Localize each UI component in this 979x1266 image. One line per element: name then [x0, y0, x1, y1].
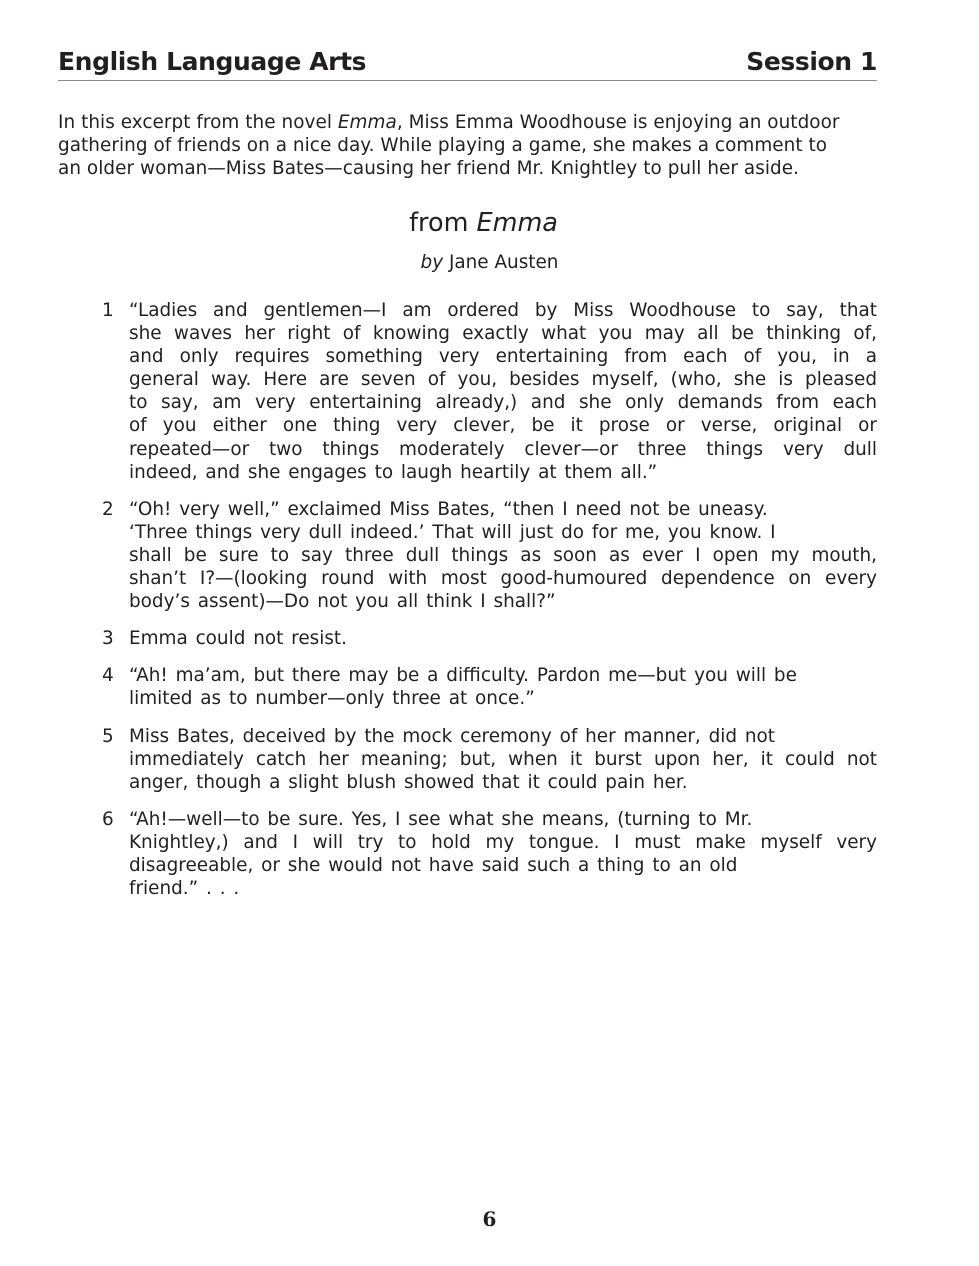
page-number: 6 [482, 1207, 497, 1231]
paragraph-number: 6 [102, 808, 114, 830]
excerpt-body [98, 299, 880, 914]
paragraph-number: 3 [102, 628, 114, 650]
intro-line: gathering of friends on a nice day. While playing a game, she makes a comment to [58, 135, 828, 157]
session-label: Session 1 [746, 47, 877, 76]
paragraph-2 [98, 498, 880, 613]
paragraph-6 [98, 808, 880, 900]
paragraph-5 [98, 725, 880, 794]
intro-paragraph [58, 111, 880, 181]
paragraph-text: Miss Bates, deceived by the mock ceremony of her manner, did not immediately catch her meaning; but, when it burst upon her, it could not anger, though a slight blush showed that it could pain her. [129, 725, 877, 793]
excerpt-title: from Emma [409, 208, 558, 238]
author-name: Jane Austen [448, 252, 559, 273]
work-title: Emma [476, 208, 558, 238]
paragraph-text: “Ladies and gentlemen—I am ordered by Miss Woodhouse to say, that she waves her right of knowing exactly what you may all be thinking of, and only requires something very entertaining from each of you, in a general way. Here are seven of you, besides myself, (who, she is pleased to say, am very entertaining already,) and she only demands from each of you either one thing very clever, be it prose or verse, original or repeated—or two things moderately clever—or three things very dull indeed, and she engages to laugh heartily at them all.” [129, 300, 877, 483]
paragraph-number: 2 [102, 498, 114, 520]
paragraph-text: “Ah!—well—to be sure. Yes, I see what she means, (turning to Mr. Knightley,) and I will try to hold my tongue. I must make myself very disagreeable, or she would not have said such a thing to an old friend.” . . . [129, 808, 877, 900]
paragraph-4 [98, 664, 880, 710]
paragraph-number: 5 [102, 725, 114, 747]
paragraph-3 [98, 627, 880, 650]
paragraph-text: “Ah! ma’am, but there may be a difficulty. Pardon me—but you will be limited as to number—only three at once.” [129, 665, 797, 710]
paragraph-number: 1 [102, 300, 114, 321]
intro-line: an older woman—Miss Bates—causing her friend Mr. Knightley to pull her aside. [58, 158, 800, 180]
paragraph-number: 4 [102, 665, 114, 687]
page-header [58, 44, 877, 81]
intro-line: In this excerpt from the novel Emma, Miss Emma Woodhouse is enjoying an outdoor [58, 112, 840, 133]
novel-title-italic: Emma [337, 112, 397, 133]
author-byline: by Jane Austen [420, 252, 559, 273]
subject-title: English Language Arts [58, 47, 367, 76]
paragraph-text: Emma could not resist. [129, 628, 347, 650]
paragraph-text: “Oh! very well,” exclaimed Miss Bates, “then I need not be uneasy. ‘Three things very dull indeed.’ That will just do for me, you know. I shall be sure to say three dull things as soon as ever I open my mouth, shan’t I?—(looking round with most good-humoured dependence on every body’s assent)—Do not you all think I shall?” [129, 498, 877, 613]
paragraph-1 [98, 299, 880, 484]
